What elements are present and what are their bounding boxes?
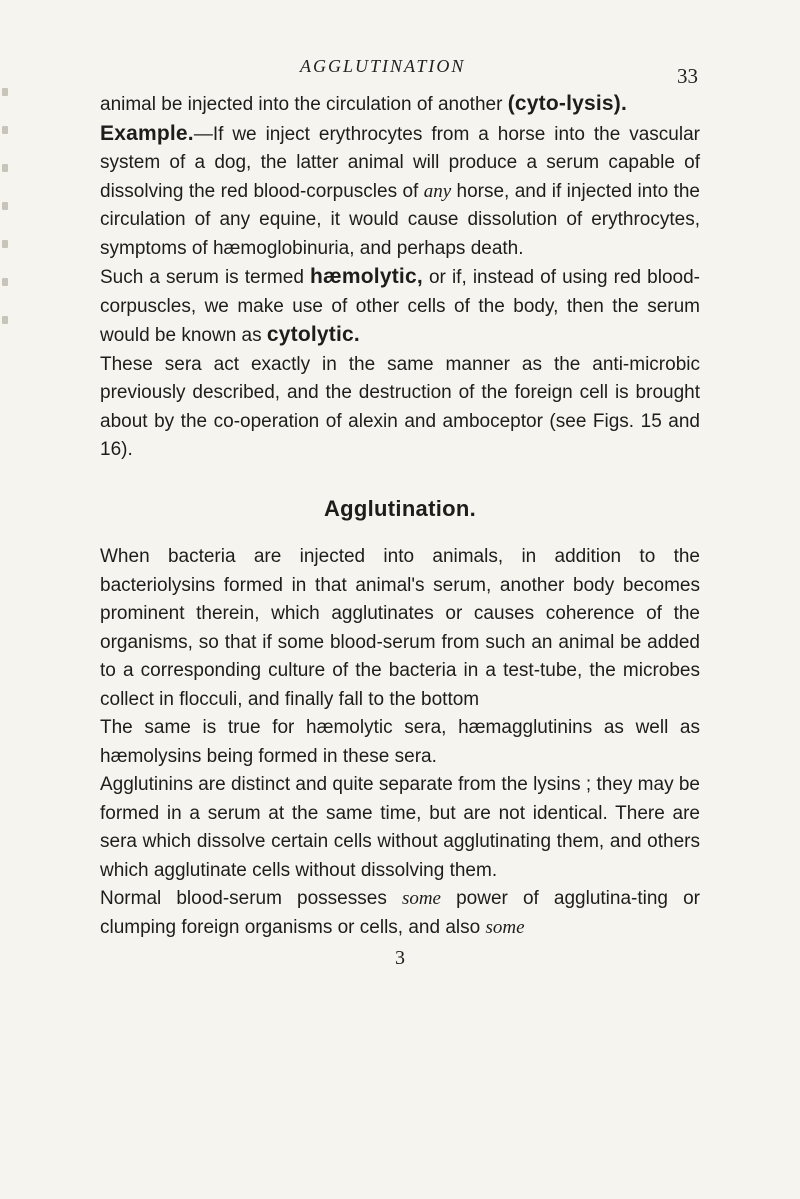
binding-mark xyxy=(2,164,8,172)
paragraph-text: power of agglutina-ting or clumping foreign organisms or cells, and also xyxy=(100,888,700,938)
paragraph-text: animal be injected into the circulation of another xyxy=(100,94,508,115)
running-title: AGGLUTINATION xyxy=(300,56,466,76)
paragraph-text: or if, instead of using red blood-corpuscles, we make use of other cells of the body, then the serum would be known as xyxy=(100,267,701,346)
page-number: 33 xyxy=(677,64,698,88)
term-haemolytic: hæmolytic, xyxy=(310,265,423,288)
paragraph-text: Such a serum is termed xyxy=(100,267,310,288)
example-lead: Example. xyxy=(100,121,194,145)
binding-mark xyxy=(2,88,8,96)
body-text xyxy=(100,90,700,973)
paragraph-haemolytic xyxy=(100,263,700,351)
section-heading: Agglutination. xyxy=(323,495,477,521)
paragraph-sera: These sera act exactly in the same manner as the anti-microbic previously described, and the destruction of the foreign cell is brought about by the co-operation of alexin and amboceptor (see Figs. 15 and 16). xyxy=(100,353,700,460)
term-cytolysis: (cyto-lysis). xyxy=(507,92,628,115)
paragraph-normal-serum xyxy=(100,885,700,942)
paragraph-haemagglutinins: The same is true for hæmolytic sera, hæmagglutinins as well as hæmolysins being formed in these sera. xyxy=(100,717,700,767)
italic-some: some xyxy=(485,916,525,938)
paragraph-bacteria: When bacteria are injected into animals, in addition to the bacteriolysins formed in that animal's serum, another body becomes prominent therein, which agglutinates or causes coherence of the organisms, so that if some blood-serum from such an animal be added to a corresponding culture of the bacteria in a test-tube, the microbes collect in flocculi, and finally fall to the bottom xyxy=(100,546,700,710)
italic-some: some xyxy=(401,888,441,909)
paragraph-cytolysis xyxy=(100,90,700,120)
binding-edge-marks xyxy=(0,88,14,348)
running-head xyxy=(0,56,800,86)
binding-mark xyxy=(2,202,8,210)
paragraph-text: —If we inject erythrocytes from a horse into the vascular system of a dog, the latter animal will produce a serum capable of dissolving the red blood-corpuscles of xyxy=(100,123,700,202)
binding-mark xyxy=(2,278,8,286)
term-cytolytic: cytolytic. xyxy=(266,323,360,346)
binding-mark xyxy=(2,126,8,134)
paragraph-text: Normal blood-serum possesses xyxy=(100,888,402,909)
italic-any: any xyxy=(423,180,452,202)
paragraph-example xyxy=(100,120,700,264)
paragraph-text: horse, and if injected into the circulation of any equine, it would cause dissolution of erythrocytes, symptoms of hæmoglobinuria, and perhaps death. xyxy=(100,180,700,259)
binding-mark xyxy=(2,240,8,248)
signature-mark: 3 xyxy=(395,947,405,969)
binding-mark xyxy=(2,316,8,324)
paragraph-agglutinins: Agglutinins are distinct and quite separate from the lysins ; they may be formed in a serum at the same time, but are not identical. There are sera which dissolve certain cells without agglutinating them, and others which agglutinate cells without dissolving them. xyxy=(100,774,700,881)
